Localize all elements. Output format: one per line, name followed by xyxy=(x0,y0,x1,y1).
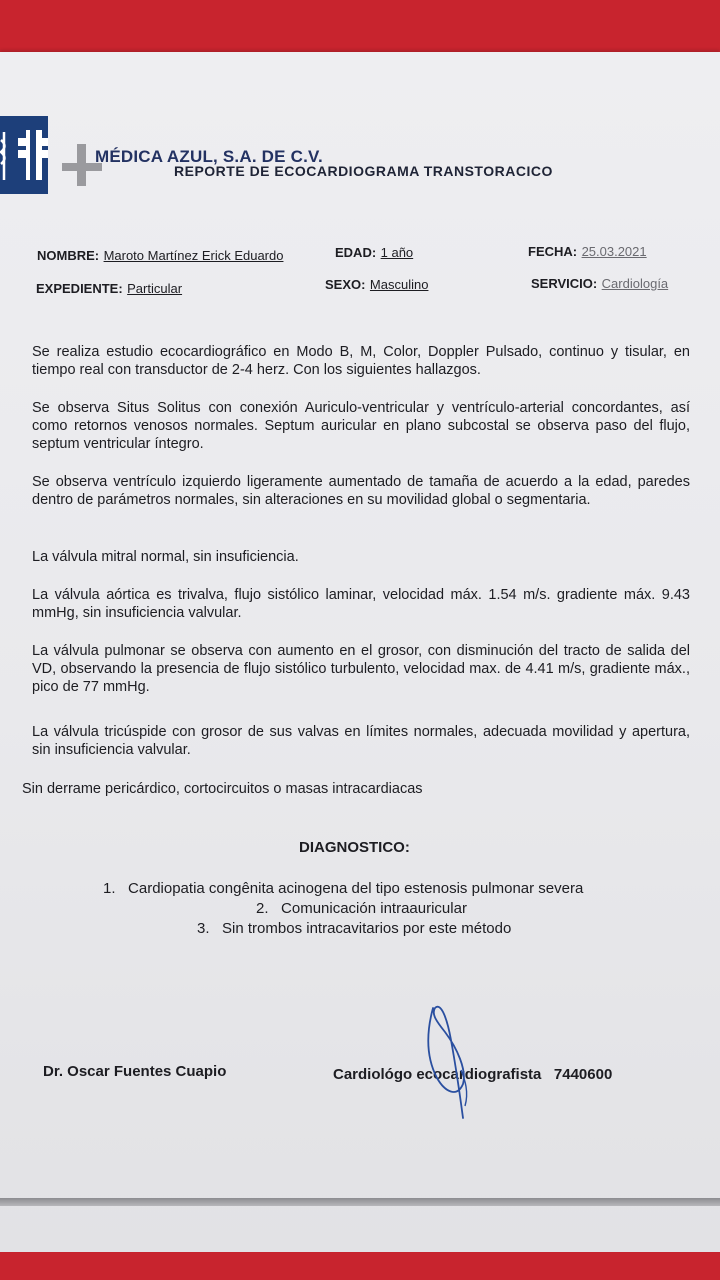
handwritten-signature xyxy=(405,1000,485,1125)
edad-value: 1 año xyxy=(380,245,414,260)
servicio-label: SERVICIO: xyxy=(531,276,598,291)
servicio-field xyxy=(531,275,668,293)
diagnosis-text: Sin trombos intracavitarios por este método xyxy=(222,920,512,937)
report-title: REPORTE DE ECOCARDIOGRAMA TRANSTORACICO xyxy=(174,163,553,179)
finding-paragraph: La válvula mitral normal, sin insuficiencia. xyxy=(32,549,299,565)
sexo-value: Masculino xyxy=(369,277,429,292)
nombre-label: NOMBRE: xyxy=(37,248,100,263)
diagnosis-text: Cardiopatia congênita acinogena del tipo estenosis pulmonar severa xyxy=(128,880,584,897)
diagnosis-text: Comunicación intraauricular xyxy=(281,900,467,917)
bottom-divider xyxy=(0,1198,720,1206)
diagnosis-item xyxy=(256,900,467,917)
finding-paragraph: Se realiza estudio ecocardiográfico en Modo B, M, Color, Doppler Pulsado, continuo y tisular, en tiempo real con transductor de 2-4 herz. Con los siguientes hallazgos. xyxy=(32,344,690,378)
edad-label: EDAD: xyxy=(335,245,377,260)
expediente-label: EXPEDIENTE: xyxy=(36,281,123,296)
finding-paragraph: Sin derrame pericárdico, cortocircuitos o masas intracardiacas xyxy=(22,781,423,797)
diagnosis-title: DIAGNOSTICO: xyxy=(299,839,410,856)
edad-field xyxy=(335,244,413,262)
finding-paragraph: La válvula aórtica es trivalva, flujo sistólico laminar, velocidad máx. 1.54 m/s. gradiente máx. 9.43 mmHg, sin insuficiencia valvular. xyxy=(32,587,690,621)
medica-azul-logo xyxy=(0,116,48,194)
license-number: 7440600 xyxy=(553,1066,613,1083)
nombre-value: Maroto Martínez Erick Eduardo xyxy=(103,248,284,263)
fecha-value: 25.03.2021 xyxy=(581,244,647,259)
finding-paragraph: Se observa ventrículo izquierdo ligeramente aumentado de tamaña de acuerdo a la edad, paredes dentro de parámetros normales, sin alteraciones en su movilidad global o segmentaria. xyxy=(32,474,690,508)
doctor-name: Dr. Oscar Fuentes Cuapio xyxy=(43,1063,227,1080)
finding-paragraph: La válvula pulmonar se observa con aumento en el grosor, con disminución del tracto de salida del VD, observando la presencia de flujo sistólico turbulento, velocidad max. de 4.41 m/s, gradiente máx., pico de 77 mmHg. xyxy=(32,643,690,695)
diagnosis-number: 3. xyxy=(197,920,210,937)
finding-paragraph: Se observa Situs Solitus con conexión Auriculo-ventricular y ventrículo-arterial concordantes, así como retornos venosos normales. Septum auricular en plano subcostal se observa paso del flujo, septum ventricular íntegro. xyxy=(32,400,690,452)
fecha-field xyxy=(528,243,647,261)
caduceus-icon xyxy=(0,116,48,194)
fecha-label: FECHA: xyxy=(528,244,578,259)
diagnosis-item xyxy=(197,920,511,937)
expediente-value: Particular xyxy=(127,281,183,296)
company-name: MÉDICA AZUL, S.A. DE C.V. xyxy=(95,147,323,166)
expediente-field xyxy=(36,280,182,298)
sexo-label: SEXO: xyxy=(325,277,366,292)
diagnosis-item xyxy=(103,880,583,897)
diagnosis-number: 1. xyxy=(103,880,116,897)
sexo-field xyxy=(325,276,428,294)
doctor-role: Cardiológo ecocardiografista xyxy=(333,1066,542,1083)
nombre-field xyxy=(37,247,283,265)
diagnosis-number: 2. xyxy=(256,900,269,917)
finding-paragraph: La válvula tricúspide con grosor de sus valvas en límites normales, adecuada movilidad y apertura, sin insuficiencia valvular. xyxy=(32,724,690,758)
servicio-value: Cardiología xyxy=(601,276,669,291)
